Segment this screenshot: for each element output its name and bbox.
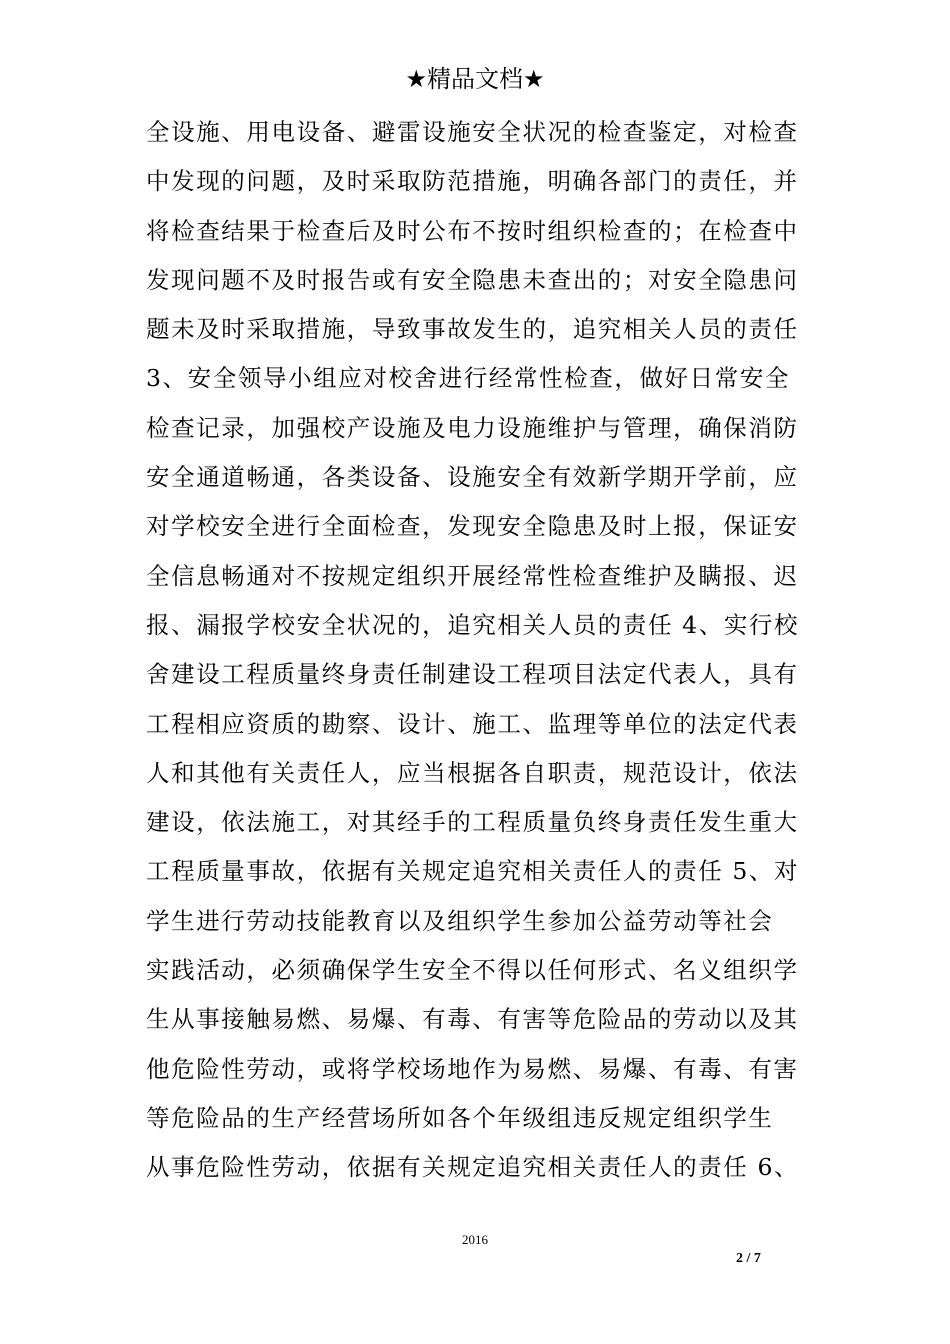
body-line: 对学校安全进行全面检查，发现安全隐患及时上报，保证安	[146, 512, 799, 541]
body-line: 人和其他有关责任人，应当根据各自职责，规范设计，依法	[146, 758, 799, 787]
page-number: 2 / 7	[736, 1251, 761, 1266]
body-line: 从事危险性劳动，依据有关规定追究相关责任人的责任 6、	[146, 1153, 800, 1182]
body-line: 全设施、用电设备、避雷设施安全状况的检查鉴定，对检查	[146, 118, 799, 146]
page-header-title: ★精品文档★	[405, 65, 545, 93]
body-line: 工程相应资质的勘察、设计、施工、监理等单位的法定代表	[146, 709, 799, 738]
body-line: 舍建设工程质量终身责任制建设工程项目法定代表人，具有	[146, 660, 799, 689]
body-line: 学生进行劳动技能教育以及组织学生参加公益劳动等社会	[146, 906, 774, 935]
body-line: 将检查结果于检查后及时公布不按时组织检查的；在检查中	[146, 216, 799, 245]
body-line: 题未及时采取措施，导致事故发生的，追究相关人员的责任	[146, 315, 799, 344]
body-line: 发现问题不及时报告或有安全隐患未查出的；对安全隐患问	[146, 265, 799, 294]
body-line: 实践活动，必须确保学生安全不得以任何形式、名义组织学	[146, 956, 799, 985]
body-line: 安全通道畅通，各类设备、设施安全有效新学期开学前，应	[146, 463, 799, 492]
body-line: 生从事接触易燃、易爆、有毒、有害等危险品的劳动以及其	[146, 1005, 799, 1034]
body-line: 他危险性劳动，或将学校场地作为易燃、易爆、有毒、有害	[146, 1054, 799, 1083]
document-body	[146, 108, 812, 1193]
body-line: 检查记录，加强校产设施及电力设施维护与管理，确保消防	[146, 413, 799, 442]
body-line: 等危险品的生产经营场所如各个年级组违反规定组织学生	[146, 1103, 774, 1132]
body-line: 3、安全领导小组应对校舍进行经常性检查，做好日常安全	[146, 364, 791, 393]
body-line: 工程质量事故，依据有关规定追究相关责任人的责任 5、对	[146, 857, 800, 886]
body-line: 报、漏报学校安全状况的，追究相关人员的责任 4、实行校	[146, 610, 800, 639]
body-line: 建设，依法施工，对其经手的工程质量负终身责任发生重大	[146, 808, 799, 837]
body-line: 全信息畅通对不按规定组织开展经常性检查维护及瞒报、迟	[146, 561, 799, 590]
footer-year: 2016	[462, 1232, 488, 1247]
body-line: 中发现的问题，及时采取防范措施，明确各部门的责任，并	[146, 167, 799, 196]
